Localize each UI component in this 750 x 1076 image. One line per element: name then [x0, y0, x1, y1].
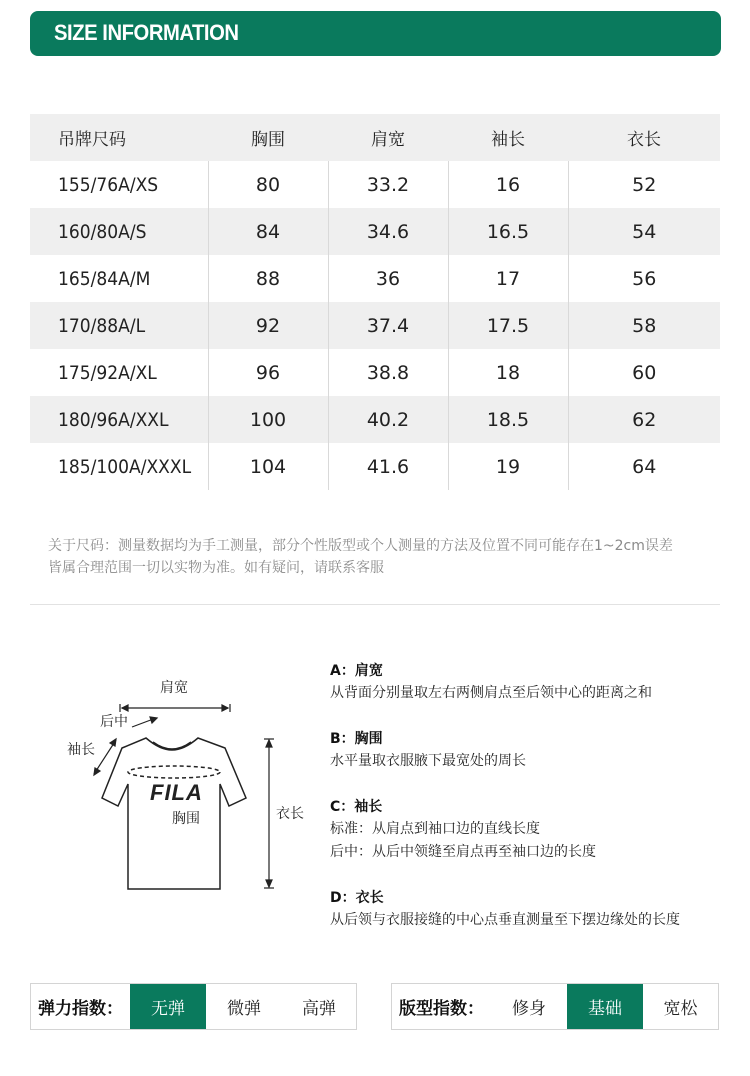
label-shoulder: 肩宽: [160, 680, 188, 696]
definition-heading: A：肩宽: [330, 663, 383, 679]
cell-length: 58: [568, 302, 720, 349]
size-note: [48, 535, 728, 579]
elasticity-title: 弹力指数：: [38, 999, 123, 1019]
definition-text: 标准：从肩点到袖口边的直线长度: [330, 821, 540, 837]
cell-size: 155/76A/XS: [30, 161, 208, 208]
cell-shoulder: 41.6: [328, 443, 448, 490]
label-back-center: 后中: [100, 714, 128, 730]
cell-sleeve: 18.5: [448, 396, 568, 443]
cell-sleeve: 19: [448, 443, 568, 490]
definition-heading: D：衣长: [330, 890, 384, 906]
definition-sleeve: [330, 796, 730, 864]
definition-text: 从背面分别量取左右两侧肩点至后领中心的距离之和: [330, 685, 652, 701]
cell-chest: 104: [208, 443, 328, 490]
cell-chest: 80: [208, 161, 328, 208]
note-line-2: 皆属合理范围一切以实物为准。如有疑问，请联系客服: [48, 560, 384, 576]
fila-logo: FILA: [150, 780, 203, 805]
definition-chest: [330, 728, 730, 773]
elasticity-index: [30, 983, 357, 1030]
cell-size: 185/100A/XXXL: [30, 443, 208, 490]
cell-size: 160/80A/S: [30, 208, 208, 255]
size-info-banner: [30, 11, 721, 56]
definition-text: 后中：从后中领缝至肩点再至袖口边的长度: [330, 844, 596, 860]
table-header-row: [30, 114, 720, 161]
fit-option-regular: 基础: [567, 984, 643, 1029]
cell-length: 52: [632, 173, 657, 196]
cell-length: 62: [568, 396, 720, 443]
tshirt-diagram: [60, 660, 320, 910]
cell-sleeve: 16: [448, 161, 568, 208]
cell-sleeve: 17: [448, 255, 568, 302]
table-row: [30, 396, 720, 443]
elasticity-option-high: 高弹: [302, 999, 336, 1019]
cell-sleeve: 17.5: [448, 302, 568, 349]
size-table: [30, 114, 720, 490]
table-row: [30, 443, 720, 490]
fit-index: [391, 983, 719, 1030]
cell-length: 56: [632, 267, 657, 290]
definition-heading: B：胸围: [330, 731, 383, 747]
banner-title: SIZE INFORMATION: [54, 20, 239, 45]
label-sleeve: 袖长: [67, 742, 95, 758]
fit-title: 版型指数：: [399, 999, 484, 1019]
cell-sleeve: 16.5: [448, 208, 568, 255]
definition-heading: C：袖长: [330, 799, 383, 815]
table-row: [30, 161, 720, 208]
cell-shoulder: 37.4: [328, 302, 448, 349]
cell-shoulder: 33.2: [328, 161, 448, 208]
cell-shoulder: 34.6: [328, 208, 448, 255]
table-row: [30, 302, 720, 349]
cell-size: 180/96A/XXL: [30, 396, 208, 443]
label-length: 衣长: [276, 806, 304, 822]
cell-length: 64: [632, 455, 657, 478]
table-row: [30, 255, 720, 302]
header-size: 吊牌尺码: [30, 114, 208, 161]
header-chest: 胸围: [208, 114, 328, 161]
elasticity-option-none: 无弹: [130, 984, 206, 1029]
cell-length: 60: [632, 361, 657, 384]
measurement-definitions: [330, 660, 730, 955]
cell-length: 54: [568, 208, 720, 255]
label-chest: 胸围: [172, 811, 200, 827]
cell-chest: 100: [208, 396, 328, 443]
header-sleeve: 袖长: [448, 114, 568, 161]
cell-shoulder: 36: [328, 255, 448, 302]
cell-shoulder: 38.8: [328, 349, 448, 396]
elasticity-option-slight: 微弹: [227, 999, 261, 1019]
cell-chest: 84: [208, 208, 328, 255]
definition-shoulder: [330, 660, 730, 705]
table-row: [30, 208, 720, 255]
cell-sleeve: 18: [448, 349, 568, 396]
cell-chest: 92: [208, 302, 328, 349]
definition-text: 从后领与衣服接缝的中心点垂直测量至下摆边缘处的长度: [330, 912, 680, 928]
cell-size: 175/92A/XL: [30, 349, 208, 396]
cell-shoulder: 40.2: [328, 396, 448, 443]
fit-option-slim: 修身: [512, 999, 546, 1019]
header-length: 衣长: [568, 114, 720, 161]
header-shoulder: 肩宽: [328, 114, 448, 161]
definition-text: 水平量取衣服腋下最宽处的周长: [330, 753, 526, 769]
definition-length: [330, 887, 730, 932]
cell-chest: 96: [208, 349, 328, 396]
table-row: [30, 349, 720, 396]
cell-chest: 88: [208, 255, 328, 302]
cell-size: 170/88A/L: [30, 302, 208, 349]
cell-size: 165/84A/M: [30, 255, 208, 302]
fit-option-loose: 宽松: [663, 999, 698, 1019]
section-divider: [30, 604, 720, 605]
note-line-1: 关于尺码：测量数据均为手工测量，部分个性版型或个人测量的方法及位置不同可能存在1~2cm误差: [48, 538, 673, 554]
